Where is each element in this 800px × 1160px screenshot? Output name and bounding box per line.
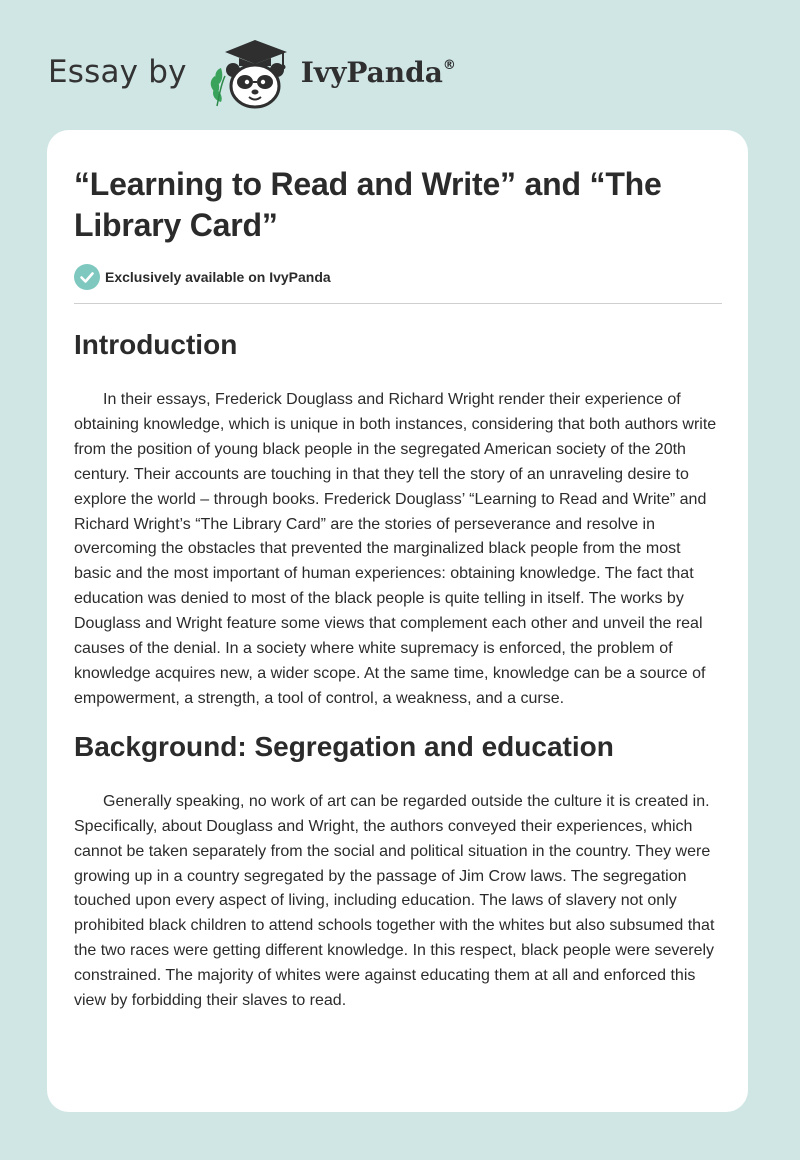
page-title: “Learning to Read and Write” and “The Library Card” [74, 166, 662, 243]
exclusive-label: Exclusively available on IvyPanda [105, 269, 331, 285]
site-header [48, 32, 456, 112]
brand-name[interactable]: IvyPanda® [300, 55, 456, 89]
section-paragraph-background: Generally speaking, no work of art can be regarded outside the culture it is created in. Specifically, about Douglass and Wright, the authors conveyed their experiences, which cannot be taken separately from the social and political situation in the country. They were growing up in a country segregated by the passage of Jim Crow laws. The segregation touched upon every aspect of living, including education. The laws of slavery not only prohibited black children to attend schools together with the whites but also subsumed that the two races were getting different knowledge. In this respect, black people were severely constrained. The majority of whites were against educating them at all and enforced this view by forbidding their slaves to read. [74, 792, 715, 1010]
section-heading-introduction: Introduction [74, 329, 238, 360]
check-circle-icon [74, 264, 100, 290]
exclusive-badge [74, 264, 722, 290]
essay-card [47, 130, 748, 1112]
section-heading-background: Background: Segregation and education [74, 730, 614, 762]
brand-prefix: Essay by [48, 54, 187, 90]
panda-logo-icon[interactable] [203, 32, 299, 112]
title-divider [74, 303, 722, 304]
section-paragraph-introduction: In their essays, Frederick Douglass and Richard Wright render their experience of obtaining knowledge, which is unique in both instances, considering that both authors write from the position of young black people in the segregated American society of the 20th century. Their accounts are touching in that they tell the story of an unraveling desire to explore the world – through books. Frederick Douglass’ “Learning to Read and Write” and Richard Wright’s “The Library Card” are the stories of perseverance and resolve in overcoming the obstacles that prevented the marginalized black people from the most basic and the most important of human experiences: obtaining knowledge. The fact that education was denied to most of the black people is quite telling in itself. The works by Douglass and Wright feature some views that complement each other and unveil the real causes of the denial. In a society where white supremacy is enforced, the problem of knowledge acquires new, a wider scope. At the same time, knowledge can be a source of empowerment, a strength, a tool of control, a weakness, and a curse. [74, 391, 717, 707]
